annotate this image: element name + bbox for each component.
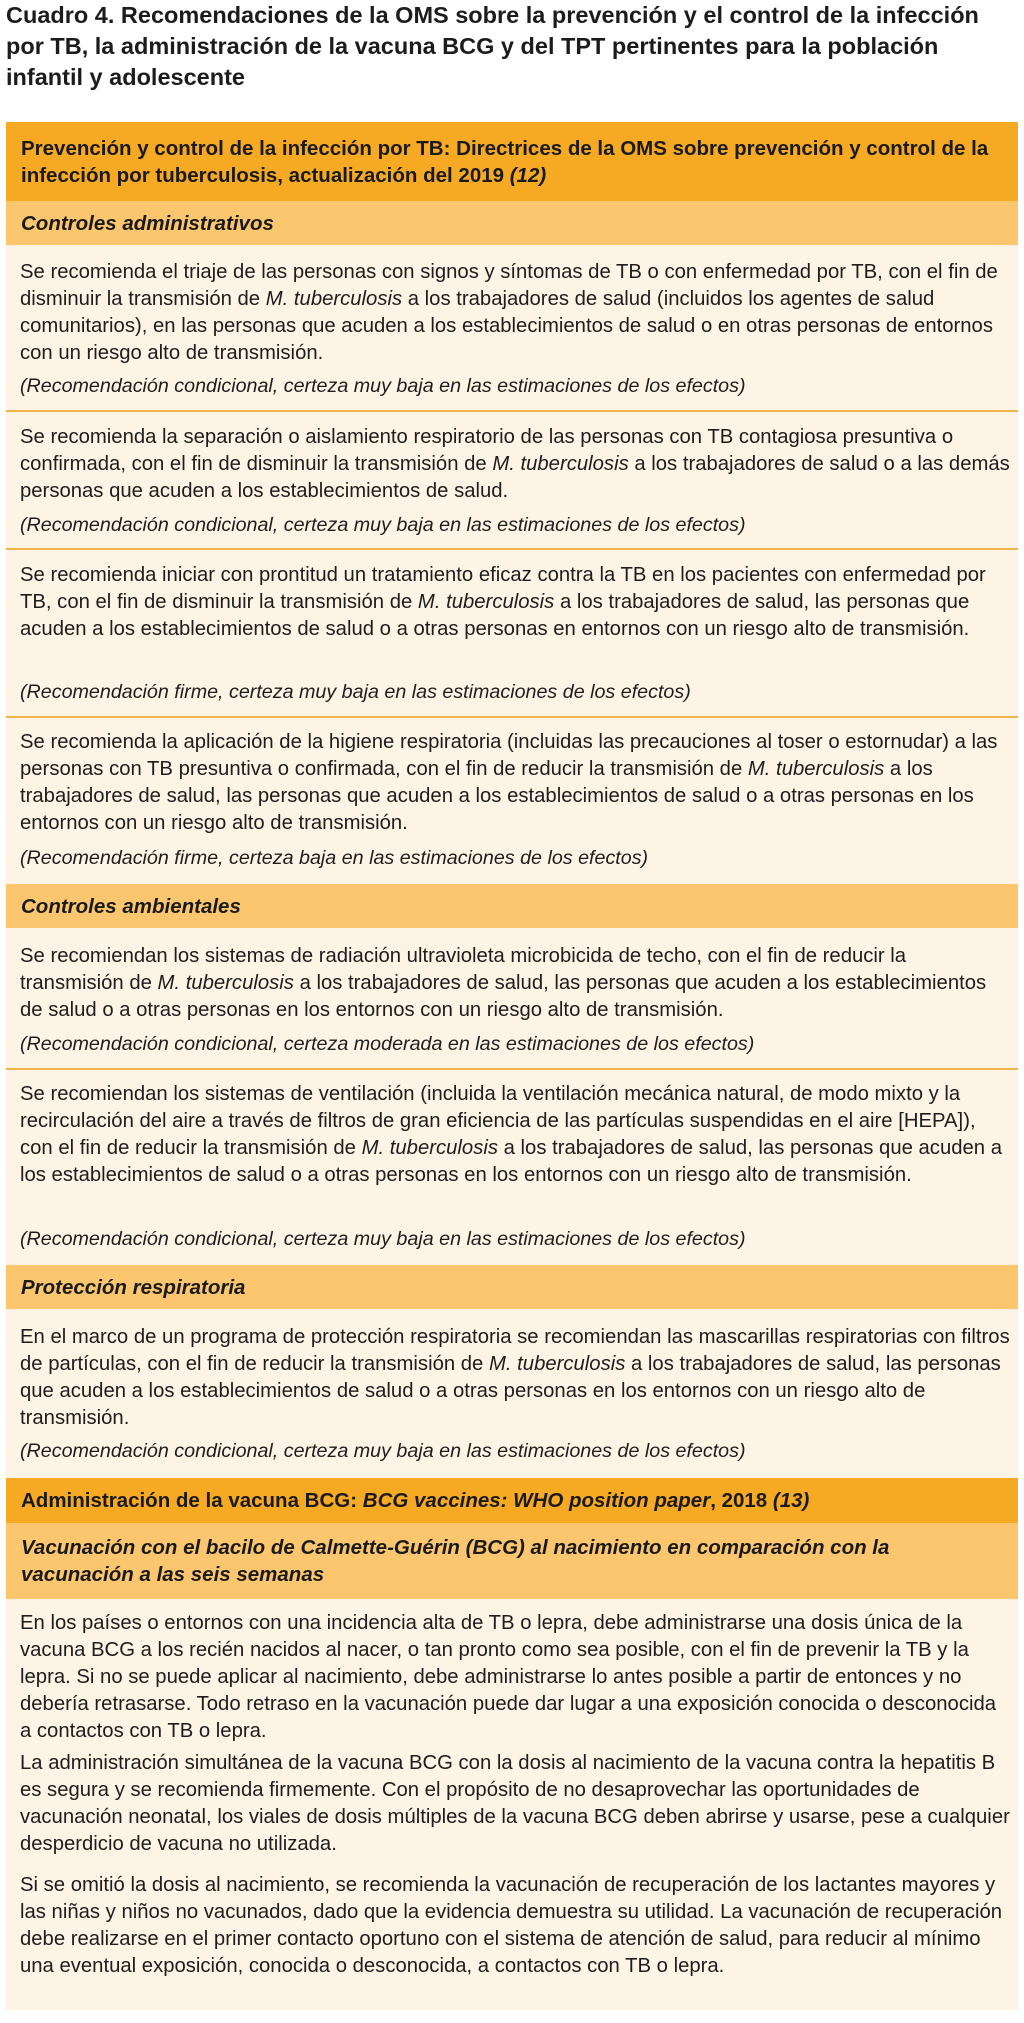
environmental-controls-header bbox=[6, 884, 1018, 928]
bcg-paragraph-hepatitis-b: La administración simultánea de la vacuna BCG con la dosis al nacimiento de la vacuna contra la hepatitis B es segura y se recomienda firmemente. Con el propósito de no desaprovechar las oportunidades de vacunación neonatal, los viales de dosis múltiples de la vacuna BCG deben abrirse y usarse, pese a cualquier desperdicio de vacuna no utilizada. bbox=[20, 1752, 1010, 1855]
recommendation-strength-note: (Recomendación condicional, certeza muy baja en las estimaciones de los efectos) bbox=[20, 1228, 746, 1250]
admin-controls-header bbox=[6, 201, 1018, 245]
bcg-subheader-label: Vacunación con el bacilo de Calmette-Guérin (BCG) al nacimiento en comparación con la vacunación a las seis semanas bbox=[21, 1536, 890, 1586]
row-divider bbox=[6, 716, 1018, 718]
row-divider bbox=[6, 410, 1018, 412]
recommendation-strength-note: (Recomendación condicional, certeza muy baja en las estimaciones de los efectos) bbox=[20, 1440, 746, 1462]
row-divider bbox=[6, 1068, 1018, 1070]
recommendation-respiratory-hygiene: Se recomienda la aplicación de la higiene respiratoria (incluidas las precauciones al toser o estornudar) a las personas con TB presuntiva o confirmada, con el fin de reducir la transmisión de M. tuberculosis a los trabajadores de salud, las personas que acuden a los establecimientos de salud o a otras personas en los entornos con un riesgo alto de transmisión. bbox=[20, 731, 998, 834]
recommendation-triage: Se recomienda el triaje de las personas con signos y síntomas de TB o con enfermedad por TB, con el fin de disminuir la transmisión de M. tuberculosis a los trabajadores de salud (incluidos los agentes de salud comunitarios), en las personas que acuden a los establecimientos de salud o en otras personas de entornos con un riesgo alto de transmisión. bbox=[20, 261, 998, 364]
recommendation-respirators: En el marco de un programa de protección respiratoria se recomiendan las mascarillas respiratorias con filtros de partículas, con el fin de reducir la transmisión de M. tuberculosis a los trabajadores de salud, las personas que acuden a los establecimientos de salud o a otras personas en los entornos con un riesgo alto de transmisión. bbox=[20, 1326, 1010, 1429]
bcg-paragraph-birth-dose: En los países o entornos con una incidencia alta de TB o lepra, debe administrarse una dosis única de la vacuna BCG a los recién nacidos al nacer, o tan pronto como sea posible, con el fin de prevenir la TB y la lepra. Si no se puede aplicar al nacimiento, debe administrarse lo antes posible a partir de entonces y no debería retrasarse. Todo retraso en la vacunación puede dar lugar a una exposición conocida o desconocida a contactos con TB o lepra. bbox=[20, 1612, 997, 1742]
recommendation-treatment: Se recomienda iniciar con prontitud un tratamiento eficaz contra la TB en los pacientes con enfermedad por TB, con el fin de disminuir la transmisión de M. tuberculosis a los trabajadores de salud, las personas que acuden a los establecimientos de salud o a otras personas en entornos con un riesgo alto de transmisión. bbox=[20, 564, 986, 640]
table-title: Cuadro 4. Recomendaciones de la OMS sobre la prevención y el control de la infección por TB, la administración de la vacuna BCG y del TPT pertinentes para la población infantil y adolescente bbox=[6, 2, 979, 90]
recommendation-ventilation: Se recomiendan los sistemas de ventilación (incluida la ventilación mecánica natural, de modo mixto y la recirculación del aire a través de filtros de gran eficiencia de las partículas suspendidas en el aire [HEPA]), con el fin de reducir la transmisión de M. tuberculosis a los trabajadores de salud, las personas que acuden a los establecimientos de salud o a otras personas en los entornos con un riesgo alto de transmisión. bbox=[20, 1083, 1002, 1186]
recommendation-uv-radiation: Se recomiendan los sistemas de radiación ultravioleta microbicida de techo, con el fin de reducir la transmisión de M. tuberculosis a los trabajadores de salud, las personas que acuden a los establecimientos de salud o a otras personas en los entornos con un riesgo alto de transmisión. bbox=[20, 945, 987, 1021]
respiratory-protection-header bbox=[6, 1265, 1018, 1309]
recommendation-strength-note: (Recomendación firme, certeza baja en las estimaciones de los efectos) bbox=[20, 847, 649, 869]
bcg-guideline-header: Administración de la vacuna BCG: BCG vaccines: WHO position paper, 2018 (13) bbox=[6, 1478, 1018, 1523]
recommendation-strength-note: (Recomendación condicional, certeza moderada en las estimaciones de los efectos) bbox=[20, 1033, 755, 1055]
environmental-controls-label: Controles ambientales bbox=[21, 894, 241, 918]
recommendation-strength-note: (Recomendación condicional, certeza muy baja en las estimaciones de los efectos) bbox=[20, 375, 746, 397]
admin-controls-label: Controles administrativos bbox=[21, 211, 274, 235]
recommendation-strength-note: (Recomendación condicional, certeza muy baja en las estimaciones de los efectos) bbox=[20, 514, 746, 536]
bcg-subheader bbox=[6, 1523, 1018, 1599]
respiratory-protection-label: Protección respiratoria bbox=[21, 1275, 246, 1299]
ipc-header-text: Prevención y control de la infección por TB: Directrices de la OMS sobre prevención y control de la infección por tuberculosis, actualización del 2019 bbox=[21, 136, 989, 187]
ipc-header-ref: (12) bbox=[509, 163, 547, 187]
recommendation-strength-note: (Recomendación firme, certeza muy baja en las estimaciones de los efectos) bbox=[20, 681, 691, 703]
row-divider bbox=[6, 548, 1018, 550]
recommendation-isolation: Se recomienda la separación o aislamiento respiratorio de las personas con TB contagiosa presuntiva o confirmada, con el fin de disminuir la transmisión de M. tuberculosis a los trabajadores de salud o a las demás personas que acuden a los establecimientos de salud. bbox=[20, 426, 1010, 502]
bcg-paragraph-catch-up: Si se omitió la dosis al nacimiento, se recomienda la vacunación de recuperación de los lactantes mayores y las niñas y niños no vacunados, dado que la evidencia demuestra su utilidad. La vacunación de recuperación debe realizarse en el primer contacto oportuno con el sistema de atención de salud, para reducir al mínimo una eventual exposición, conocida o desconocida, a contactos con TB o lepra. bbox=[20, 1874, 1003, 1977]
ipc-guideline-header bbox=[6, 122, 1018, 201]
